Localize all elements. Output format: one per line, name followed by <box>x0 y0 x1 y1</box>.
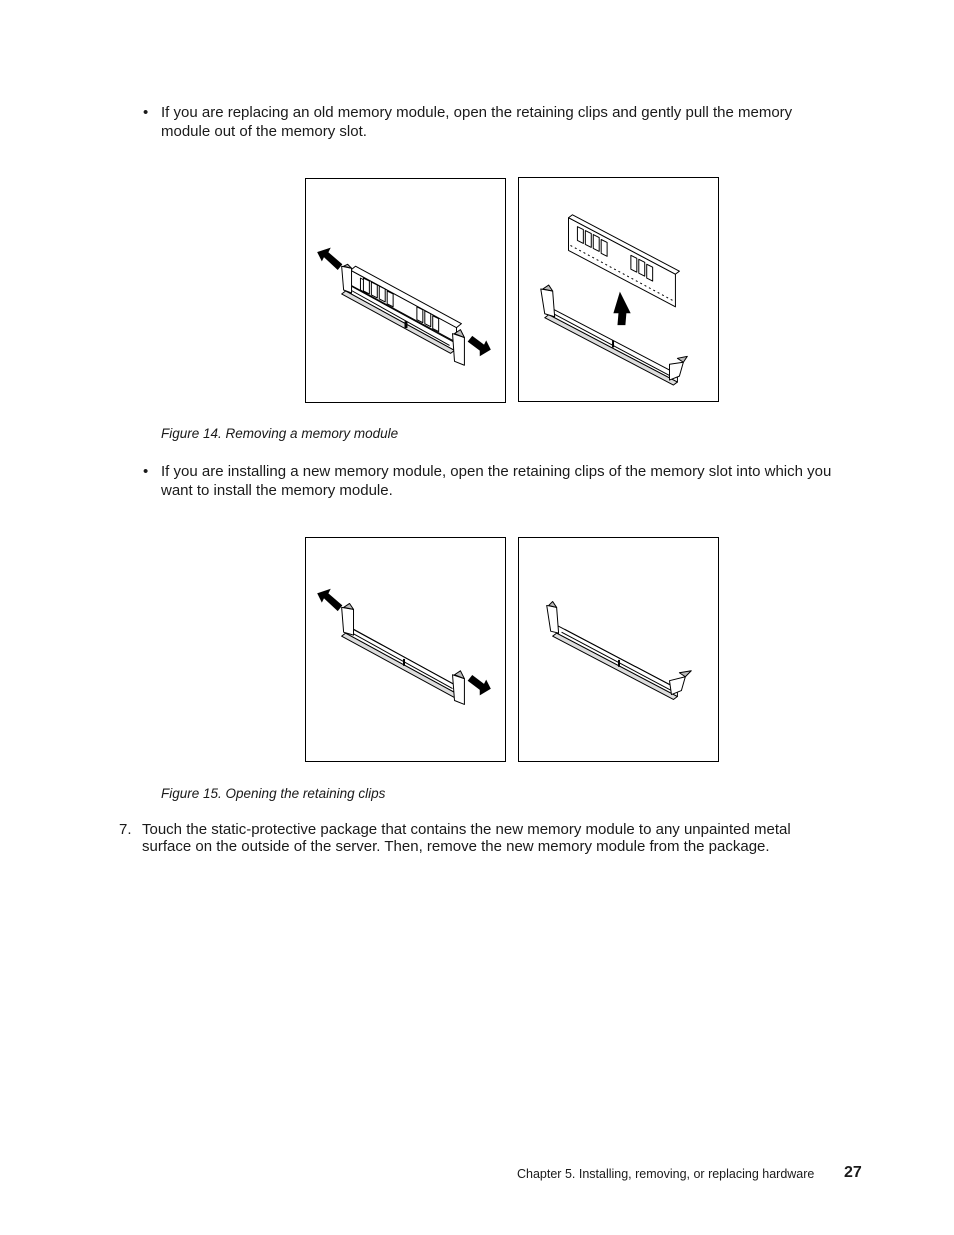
figure-15-caption: Figure 15. Opening the retaining clips <box>161 786 386 801</box>
figure-15-left-image <box>305 537 506 762</box>
figure-14-left-image <box>305 178 506 403</box>
footer-chapter: Chapter 5. Installing, removing, or replacing hardware <box>517 1167 815 1181</box>
step-7-line1: Touch the static-protective package that contains the new memory module to any unpainted metal <box>142 821 791 838</box>
bullet-replace-line2: module out of the memory slot. <box>161 123 367 140</box>
page-number: 27 <box>844 1164 862 1181</box>
bullet-marker: • <box>143 104 149 121</box>
step-7-line2: surface on the outside of the server. Then, remove the new memory module from the package. <box>142 838 770 855</box>
step-number: 7. <box>119 821 132 838</box>
bullet-replace-line1: If you are replacing an old memory module, open the retaining clips and gently pull the memory <box>161 104 793 121</box>
figure-14-right-image <box>518 177 719 402</box>
figure-15-right-image <box>518 537 719 762</box>
bullet-install-line1: If you are installing a new memory module, open the retaining clips of the memory slot into which you <box>161 463 832 480</box>
bullet-marker: • <box>143 463 149 480</box>
bullet-install-line2: want to install the memory module. <box>161 482 393 499</box>
figure-14-caption: Figure 14. Removing a memory module <box>161 426 399 441</box>
